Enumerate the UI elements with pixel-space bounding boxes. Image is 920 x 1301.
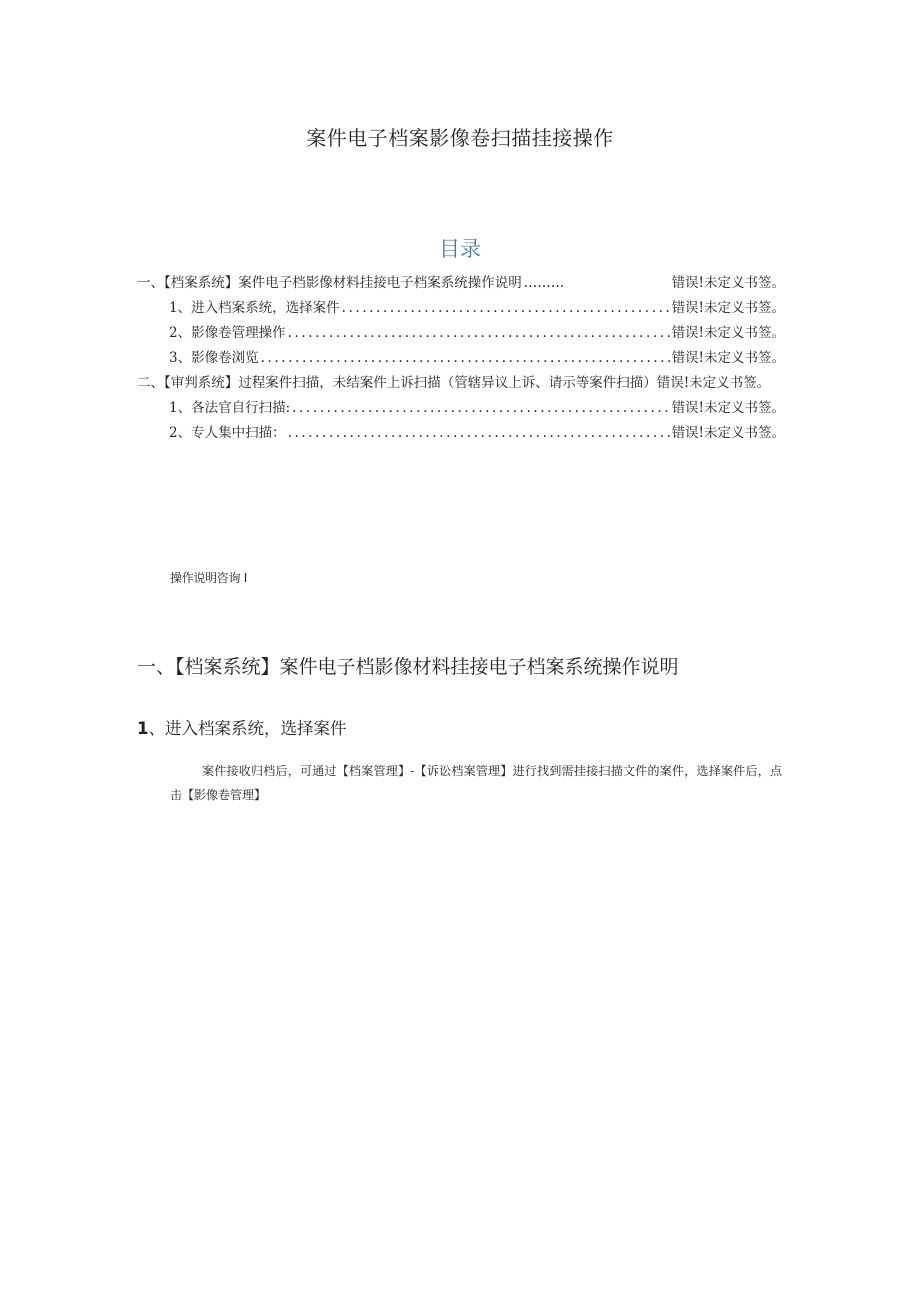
toc-entry[interactable] <box>137 296 785 321</box>
toc-entry-page: 错误!未定义书签。 <box>671 300 785 316</box>
toc-entry[interactable] <box>137 271 785 296</box>
table-of-contents <box>137 271 785 446</box>
toc-entry[interactable] <box>137 371 785 396</box>
toc-leader-dots <box>522 271 672 296</box>
toc-leader-dots <box>259 346 672 371</box>
toc-entry-text: 3、影像卷浏览 <box>169 350 259 366</box>
toc-entry-text: 一、【档案系统】案件电子档影像材料挂接电子档案系统操作说明 <box>137 275 522 291</box>
document-title: 案件电子档案影像卷扫描挂接操作 <box>306 126 614 150</box>
toc-entry-page: 错误!未定义书签。 <box>671 325 785 341</box>
toc-entry-text: 2、专人集中扫描： <box>169 425 286 441</box>
toc-entry-page: 错误!未定义书签。 <box>671 350 785 366</box>
section-heading: 一、【档案系统】案件电子档影像材料挂接电子档案系统操作说明 <box>137 656 679 678</box>
toc-heading: 目录 <box>439 237 481 261</box>
body-paragraph: 案件接收归档后，可通过【档案管理】-【诉讼档案管理】进行找到需挂接扫描文件的案件，选择案件后，点击【影像卷管理】 <box>170 764 782 802</box>
toc-entry-page: 错误!未定义书签。 <box>671 400 785 416</box>
toc-entry-page: 错误!未定义书签。 <box>671 275 785 291</box>
toc-entry-text: 1、进入档案系统，选择案件 <box>169 300 340 316</box>
toc-entry[interactable] <box>137 396 785 421</box>
toc-entry[interactable] <box>137 421 785 446</box>
toc-leader-dots <box>290 396 671 421</box>
toc-entry[interactable] <box>137 346 785 371</box>
toc-leader-dots <box>340 296 672 321</box>
toc-entry-text: 1、各法官自行扫描: <box>169 400 291 416</box>
subsection-heading <box>137 716 837 742</box>
subsection-number: 1 <box>137 719 149 738</box>
consult-label: 操作说明咨询 I <box>170 571 247 585</box>
toc-entry-text: 二、【审判系统】过程案件扫描，未结案件上诉扫描（管辖异议上诉、请示等案件扫描）错误!未定义书签。 <box>137 375 771 391</box>
toc-entry[interactable] <box>137 321 785 346</box>
subsection-title: 、进入档案系统，选择案件 <box>148 719 347 738</box>
toc-leader-dots <box>286 421 672 446</box>
toc-entry-text: 2、影像卷管理操作 <box>169 325 286 341</box>
toc-entry-page: 错误!未定义书签。 <box>671 425 785 441</box>
toc-leader-dots <box>286 321 672 346</box>
